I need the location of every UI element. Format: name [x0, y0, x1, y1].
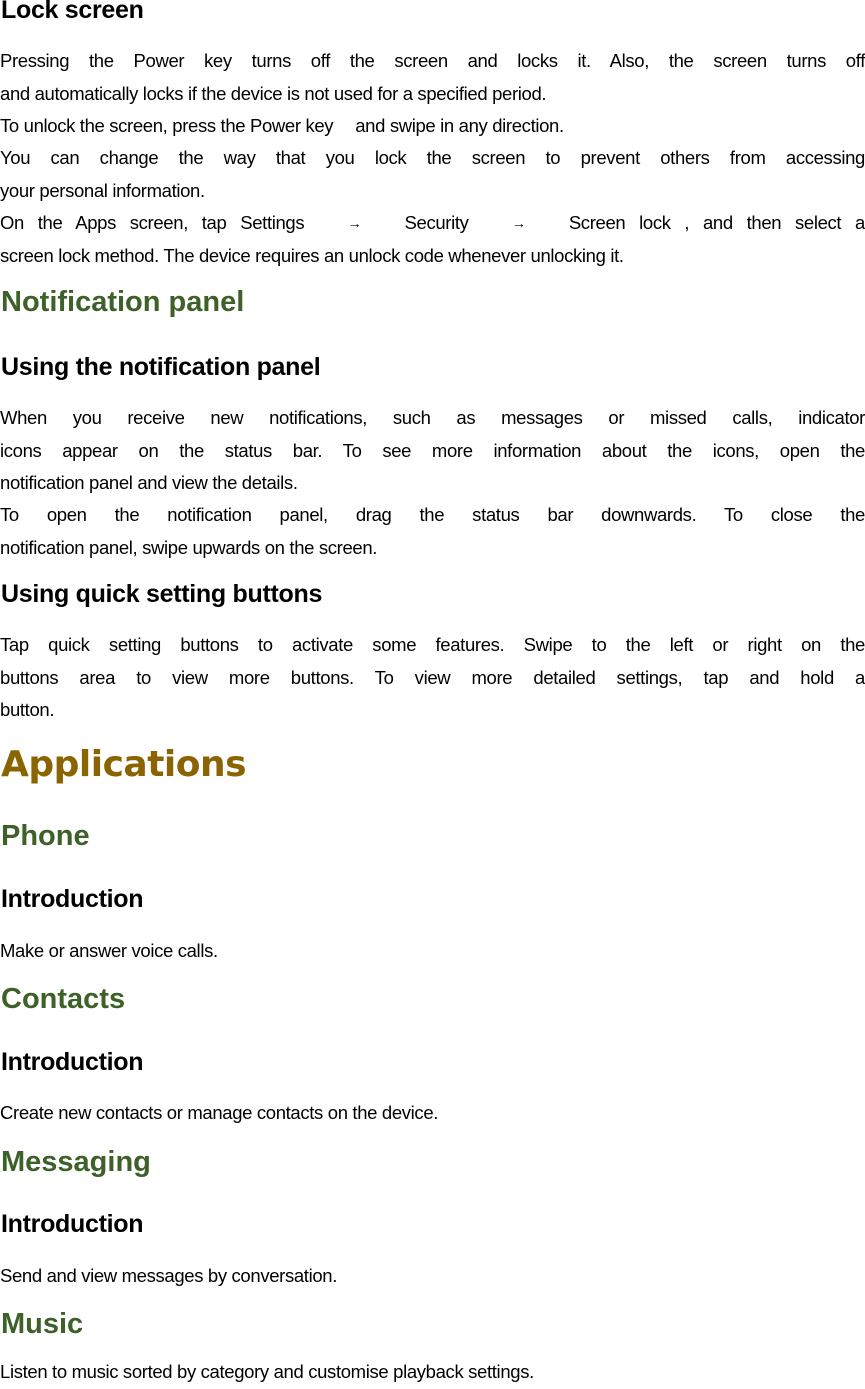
contacts-introduction-text	[0, 1097, 865, 1130]
contacts-heading: Contacts	[1, 983, 126, 1015]
text-line	[0, 207, 865, 240]
text-line: button.	[0, 699, 55, 720]
messaging-heading: Messaging	[1, 1146, 151, 1178]
text-line: your personal information.	[0, 179, 205, 201]
lock-screen-paragraph-4	[0, 207, 865, 272]
text-line	[0, 110, 865, 143]
notification-paragraph-1	[0, 402, 865, 500]
quick-setting-paragraph	[0, 629, 865, 727]
text-line: notification panel, swipe upwards on the screen.	[0, 536, 378, 558]
phone-introduction-text	[0, 935, 865, 968]
lock-screen-heading: Lock screen	[1, 0, 144, 24]
text-fragment: Screen lock , and then select a	[568, 212, 865, 233]
contacts-introduction-heading: Introduction	[1, 1048, 144, 1076]
using-notification-panel-heading: Using the notification panel	[1, 353, 321, 381]
text-line: Tap quick setting buttons to activate some features. Swipe to the left or right on the	[0, 634, 865, 655]
applications-heading: Applications	[1, 744, 247, 785]
text-line: buttons area to view more buttons. To view more detailed settings, tap and hold a	[0, 666, 865, 688]
text-fragment: Security	[404, 212, 469, 233]
text-line: screen lock method. The device requires an unlock code whenever unlocking it.	[0, 244, 624, 266]
text-line: You can change the way that you lock the screen to prevent others from accessing	[0, 147, 865, 168]
music-heading: Music	[1, 1308, 84, 1340]
text-line: To open the notification panel, drag the status bar downwards. To close the	[0, 504, 865, 525]
text-line: Send and view messages by conversation.	[0, 1265, 338, 1286]
text-fragment: On the Apps screen, tap Settings	[0, 212, 305, 233]
text-line: icons appear on the status bar. To see more information about the icons, open the	[0, 439, 865, 461]
music-text	[0, 1356, 865, 1389]
text-line: Pressing the Power key turns off the screen and locks it. Also, the screen turns off	[0, 50, 865, 71]
lock-screen-paragraph-2	[0, 110, 865, 143]
messaging-introduction-heading: Introduction	[1, 1210, 144, 1238]
notification-paragraph-2	[0, 499, 865, 564]
arrow-right-icon: →	[511, 215, 526, 231]
notification-panel-heading: Notification panel	[1, 286, 245, 318]
phone-heading: Phone	[1, 820, 90, 852]
text-line: Create new contacts or manage contacts on the device.	[0, 1102, 439, 1123]
text-line: notification panel and view the details.	[0, 472, 298, 493]
lock-screen-paragraph-1	[0, 45, 865, 110]
messaging-introduction-text	[0, 1260, 865, 1293]
text-fragment: and swipe in any direction.	[355, 115, 564, 136]
text-line: Listen to music sorted by category and customise playback settings.	[0, 1361, 534, 1382]
lock-screen-paragraph-3	[0, 142, 865, 207]
text-fragment: To unlock the screen, press the Power key	[0, 115, 334, 136]
arrow-right-icon: →	[347, 215, 362, 231]
text-line: Make or answer voice calls.	[0, 940, 218, 961]
phone-introduction-heading: Introduction	[1, 885, 144, 913]
text-line: When you receive new notifications, such as messages or missed calls, indicator	[0, 407, 865, 428]
quick-setting-buttons-heading: Using quick setting buttons	[1, 580, 323, 608]
text-line: and automatically locks if the device is not used for a specified period.	[0, 82, 547, 104]
